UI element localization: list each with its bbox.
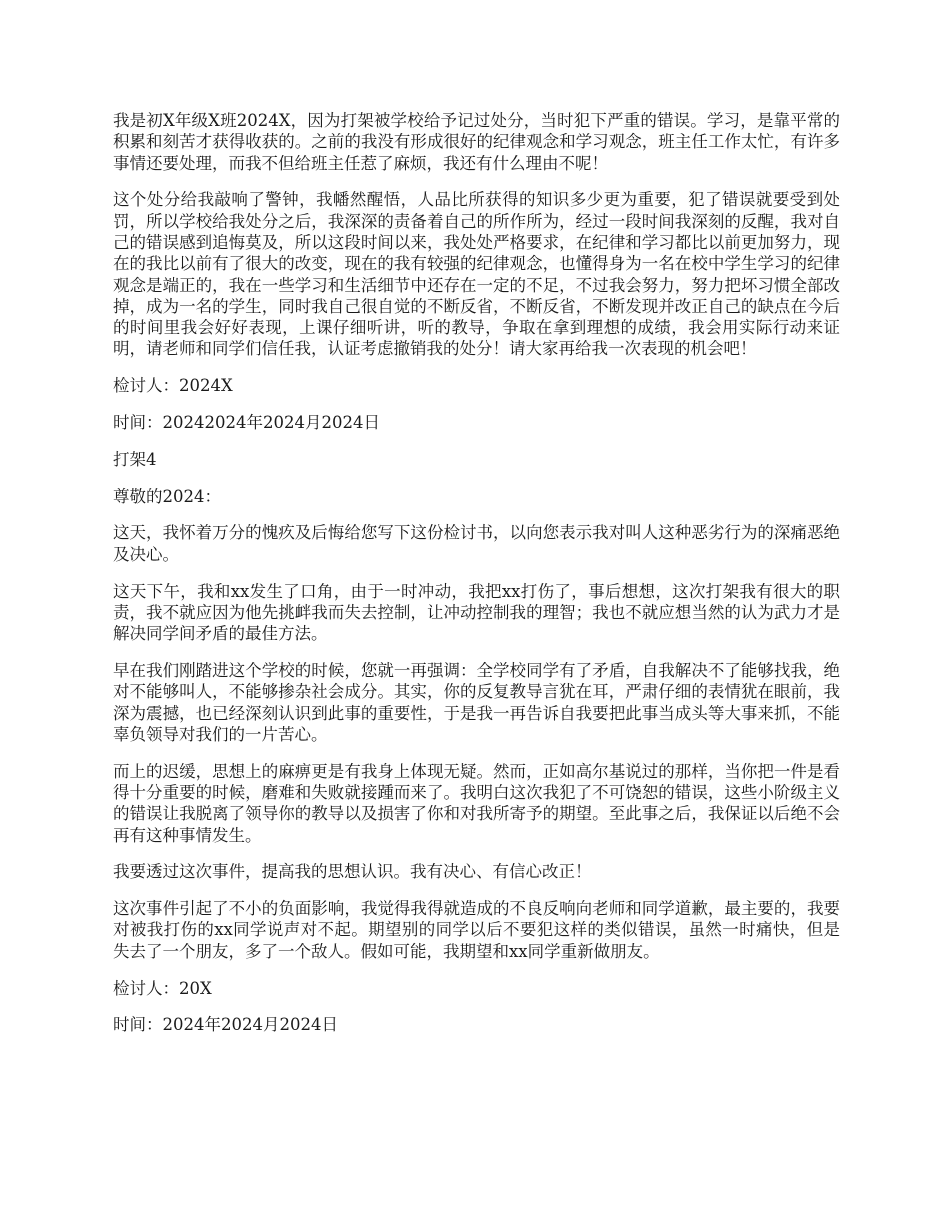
signature-line-1: 检讨人：2024X — [113, 376, 233, 396]
salutation: 尊敬的2024： — [113, 486, 221, 506]
paragraph-impact: 这次事件引起了不小的负面影响，我觉得我得就造成的不良反响向老师和同学道歉，最主要的，我要对被我打伤的xx同学说声对不起。期望别的同学以后不要犯这样的类似错误，虽然一时痛快，但是失去了一个朋友，多了一个敌人。假如可能，我期望和xx同学重新做朋友。 — [113, 899, 840, 961]
section-heading: 打架4 — [113, 449, 157, 469]
signature-line-2: 检讨人：20X — [113, 978, 212, 998]
paragraph-resolve: 我要透过这次事件，提高我的思想认识。我有决心、有信心改正！ — [113, 862, 592, 882]
date-line-2: 时间：2024年2024月2024日 — [113, 1015, 338, 1035]
paragraph-lesson: 而上的迟缓，思想上的麻痹更是有我身上体现无疑。然而，正如高尔基说过的那样，当你把一件是看得十分重要的时候，磨难和失败就接踵而来了。我明白这次我犯了不可饶恕的错误，这些小阶级主义的错误让我脱离了领导你的教导以及损害了你和对我所寄予的期望。至此事之后，我保证以后绝不会再有这种事情发生。 — [113, 761, 840, 845]
paragraph-apology: 这天，我怀着万分的愧疚及后悔给您写下这份检讨书，以向您表示我对叫人这种恶劣行为的深痛恶绝及决心。 — [113, 523, 840, 564]
document-page — [113, 110, 840, 1051]
paragraph-intro: 我是初X年级X班2024X，因为打架被学校给予记过处分，当时犯下严重的错误。学习，是靠平常的积累和刻苦才获得收获的。之前的我没有形成很好的纪律观念和学习观念，班主任工作太忙，有许多事情还要处理，而我不但给班主任惹了麻烦，我还有什么理由不呢！ — [113, 111, 840, 173]
paragraph-incident: 这天下午，我和xx发生了口角，由于一时冲动，我把xx打伤了，事后想想，这次打架我有很大的职责，我不就应因为他先挑衅我而失去控制，让冲动控制我的理智；我也不就应想当然的认为武力才是解决同学间矛盾的最佳方法。 — [113, 581, 840, 644]
paragraph-teacher-guidance: 早在我们刚踏进这个学校的时候，您就一再强调：全学校同学有了矛盾，自我解决不了能够找我，绝对不能够叫人，不能够掺杂社会成分。其实，你的反复教导言犹在耳，严肃仔细的表情犹在眼前，我深为震撼，也已经深刻认识到此事的重要性，于是我一再告诉自我要把此事当成头等大事来抓，不能辜负领导对我们的一片苦心。 — [113, 660, 840, 744]
date-line-1: 时间：20242024年2024月2024日 — [113, 413, 380, 433]
paragraph-reflection: 这个处分给我敲响了警钟，我幡然醒悟，人品比所获得的知识多少更为重要，犯了错误就要受到处罚，所以学校给我处分之后，我深深的责备着自己的所作所为，经过一段时间我深刻的反醒，我对自己的错误感到追悔莫及，所以这段时间以来，我处处严格要求，在纪律和学习都比以前更加努力，现在的我比以前有了很大的改变，现在的我有较强的纪律观念，也懂得身为一名在校中学生学习的纪律观念是端正的，我在一些学习和生活细节中还存在一定的不足，不过我会努力，努力把坏习惯全部改掉，成为一名的学生，同时我自己很自觉的不断反省，不断反省，不断发现并改正自己的缺点在今后的时间里我会好好表现，上课仔细听讲，听的教导，争取在拿到理想的成绩，我会用实际行动来证明，请老师和同学们信任我，认证考虑撤销我的处分！请大家再给我一次表现的机会吧！ — [113, 190, 840, 359]
